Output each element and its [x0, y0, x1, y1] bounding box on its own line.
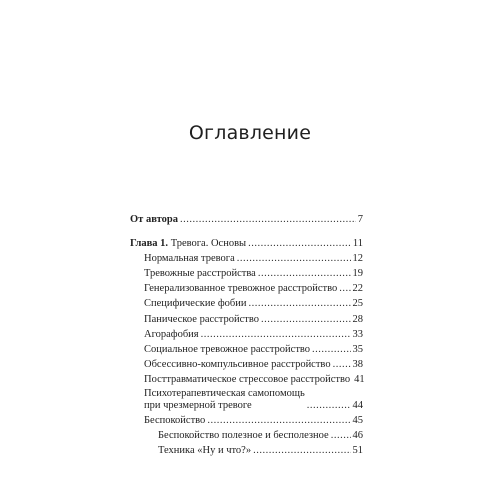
toc-entry-section: [144, 374, 363, 386]
toc-entry-section: [144, 359, 363, 371]
chapter-number: Глава 1.: [130, 238, 169, 249]
toc-entry-section: [144, 268, 363, 280]
toc-page-number: 28: [352, 314, 363, 325]
toc-entry-label: Специфические фобии: [144, 298, 247, 309]
toc-page-number: 35: [352, 344, 363, 355]
toc-page-number: 19: [352, 268, 363, 279]
page-title: Оглавление: [188, 122, 312, 144]
toc-entry-label: Нормальная тревога: [144, 253, 235, 264]
toc-page-number: 22: [352, 283, 363, 294]
dot-leader: [201, 329, 351, 341]
toc-page-number: 41: [354, 374, 365, 385]
toc-entry-label: Социальное тревожное расстройство: [144, 344, 311, 355]
toc-entry-label: Обсессивно-компульсивное расстройство: [144, 359, 331, 370]
toc-entry-label: Беспокойство полезное и бесполезное: [158, 430, 329, 441]
toc-page-number: 25: [352, 298, 363, 309]
toc-page-number: 38: [352, 359, 363, 370]
toc-page-number: 45: [352, 415, 363, 426]
toc-entry-subsection: [158, 445, 363, 457]
toc-entry-section: [144, 253, 363, 265]
toc-page-number: 7: [357, 214, 363, 225]
dot-leader: [261, 314, 350, 326]
toc-page-number: 12: [352, 253, 363, 264]
toc-entry-foreword: [130, 214, 363, 226]
toc-entry-section: [144, 298, 363, 310]
toc-page-number: 33: [352, 329, 363, 340]
dot-leader: [207, 415, 350, 427]
toc-entry-label: Беспокойство: [144, 415, 206, 426]
toc-entry-section: [144, 329, 363, 341]
dot-leader: [258, 268, 351, 280]
toc-entry-section: [144, 283, 363, 295]
dot-leader: [248, 238, 351, 250]
toc-page-number: 51: [352, 445, 363, 456]
toc-entry-subsection: [158, 430, 363, 442]
toc-entry-label: От автора: [130, 214, 178, 225]
toc-entry-label-line-1: Психотерапевтическая самопомощь: [144, 388, 305, 399]
dot-leader: [307, 400, 351, 412]
toc-page-number: 11: [352, 238, 363, 249]
toc-entry-section: [144, 388, 363, 412]
toc-entry-label: Генерализованное тревожное расстройство: [144, 283, 338, 294]
dot-leader: [248, 298, 350, 310]
toc-entry-label: Тревожные расстройства: [144, 268, 256, 279]
toc-entry-section: [144, 314, 363, 326]
toc-entry-label: Паническое расстройство: [144, 314, 260, 325]
dot-leader: [253, 445, 350, 457]
toc-entry-label: [130, 238, 246, 250]
dot-leader: [180, 214, 356, 226]
dot-leader: [339, 283, 350, 295]
dot-leader: [237, 253, 351, 265]
dot-leader: [331, 430, 351, 442]
toc-entry-label-line-2: при чрезмерной тревоге: [144, 400, 252, 411]
toc-entry-label: Техника «Ну и что?»: [158, 445, 252, 456]
toc-entry-section: [144, 415, 363, 427]
toc-entry-label: Посттравматическое стрессовое расстройство: [144, 374, 351, 385]
dot-leader: [312, 344, 350, 356]
toc-entry-section: [144, 344, 363, 356]
toc-page-number: 46: [352, 430, 363, 441]
toc-entry-label: Агорафобия: [144, 329, 199, 340]
dot-leader: [333, 359, 351, 371]
toc-entry-chapter-1: [130, 238, 363, 250]
chapter-title: Тревога. Основы: [168, 238, 247, 249]
toc-page-number: 44: [352, 400, 363, 411]
toc-entry-label: [144, 388, 305, 412]
